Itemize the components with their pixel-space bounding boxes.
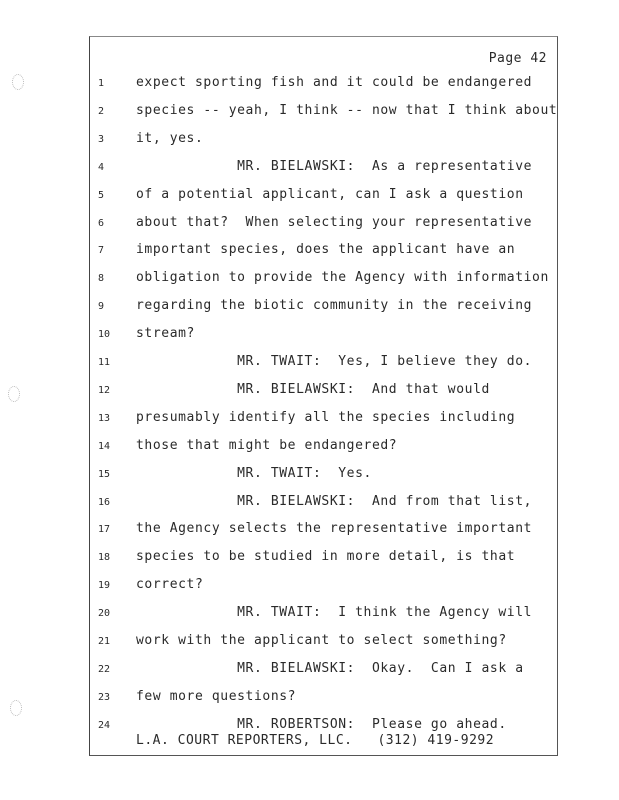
line-text: about that? When selecting your representative xyxy=(136,214,533,230)
transcript-line xyxy=(90,605,559,625)
line-number: 15 xyxy=(98,468,111,480)
line-text: the Agency selects the representative important xyxy=(136,521,533,537)
transcript-line xyxy=(90,521,559,541)
line-number: 22 xyxy=(98,663,111,675)
transcript-line xyxy=(90,577,559,597)
line-text: MR. TWAIT: I think the Agency will xyxy=(136,605,533,621)
scan-speck xyxy=(10,700,22,716)
line-text: MR. TWAIT: Yes. xyxy=(136,465,372,481)
transcript-line xyxy=(90,159,559,179)
transcript-line xyxy=(90,382,559,402)
transcript-line xyxy=(90,661,559,681)
transcript-line xyxy=(90,633,559,653)
transcript-line xyxy=(90,326,559,346)
page-number-header: Page 42 xyxy=(488,51,547,66)
line-text: MR. ROBERTSON: Please go ahead. xyxy=(136,716,507,732)
line-number: 16 xyxy=(98,496,111,508)
transcript-line xyxy=(90,187,559,207)
line-text: important species, does the applicant have an xyxy=(136,242,516,258)
transcript-line xyxy=(90,270,559,290)
line-number: 20 xyxy=(98,608,111,620)
line-number: 23 xyxy=(98,691,111,703)
line-number: 13 xyxy=(98,412,111,424)
line-text: regarding the biotic community in the receiving xyxy=(136,298,533,314)
transcript-line xyxy=(90,438,559,458)
line-number: 5 xyxy=(98,189,105,201)
line-text: MR. TWAIT: Yes, I believe they do. xyxy=(136,354,533,369)
line-text: MR. BIELAWSKI: And from that list, xyxy=(136,493,533,509)
line-text: MR. BIELAWSKI: And that would xyxy=(136,381,490,397)
line-number: 2 xyxy=(98,105,105,117)
transcript-line xyxy=(90,242,559,262)
transcript-line xyxy=(90,689,559,709)
line-number: 8 xyxy=(98,273,105,285)
line-text: MR. BIELAWSKI: Okay. Can I ask a xyxy=(136,660,524,676)
scan-speck xyxy=(8,386,20,402)
line-number: 1 xyxy=(98,78,105,89)
line-text: work with the applicant to select something? xyxy=(136,633,507,648)
transcript-page xyxy=(89,36,558,756)
line-number: 11 xyxy=(98,357,111,368)
transcript-line xyxy=(90,75,559,95)
line-number: 14 xyxy=(98,440,111,452)
transcript-line xyxy=(90,410,559,430)
transcript-line xyxy=(90,103,559,123)
court-reporter-footer: L.A. COURT REPORTERS, LLC. (312) 419-9292 xyxy=(136,733,495,748)
line-number: 17 xyxy=(98,524,111,536)
transcript-line xyxy=(90,466,559,486)
line-number: 7 xyxy=(98,245,105,257)
line-number: 3 xyxy=(98,133,105,145)
line-text: MR. BIELAWSKI: As a representative xyxy=(136,158,533,174)
line-number: 4 xyxy=(98,161,105,173)
line-text: species -- yeah, I think -- now that I think about xyxy=(136,102,558,118)
transcript-line xyxy=(90,494,559,514)
line-text: presumably identify all the species including xyxy=(136,409,516,425)
transcript-line xyxy=(90,131,559,151)
line-text: species to be studied in more detail, is that xyxy=(136,549,516,565)
line-text: expect sporting fish and it could be endangered xyxy=(136,75,533,90)
line-text: correct? xyxy=(136,577,204,593)
line-number: 6 xyxy=(98,217,105,229)
line-text: of a potential applicant, can I ask a question xyxy=(136,186,524,202)
line-text: few more questions? xyxy=(136,688,297,704)
line-number: 12 xyxy=(98,384,111,396)
line-number: 24 xyxy=(98,719,111,731)
line-text: those that might be endangered? xyxy=(136,437,398,453)
transcript-line xyxy=(90,354,559,374)
line-text: it, yes. xyxy=(136,130,204,146)
scan-speck xyxy=(12,74,24,90)
line-number: 9 xyxy=(98,301,105,313)
transcript-line xyxy=(90,298,559,318)
line-number: 10 xyxy=(98,329,111,341)
line-text: stream? xyxy=(136,326,195,342)
line-number: 19 xyxy=(98,580,111,592)
transcript-line xyxy=(90,549,559,569)
transcript-line xyxy=(90,215,559,235)
line-text: obligation to provide the Agency with information xyxy=(136,270,549,286)
line-number: 18 xyxy=(98,552,111,564)
line-number: 21 xyxy=(98,636,111,647)
